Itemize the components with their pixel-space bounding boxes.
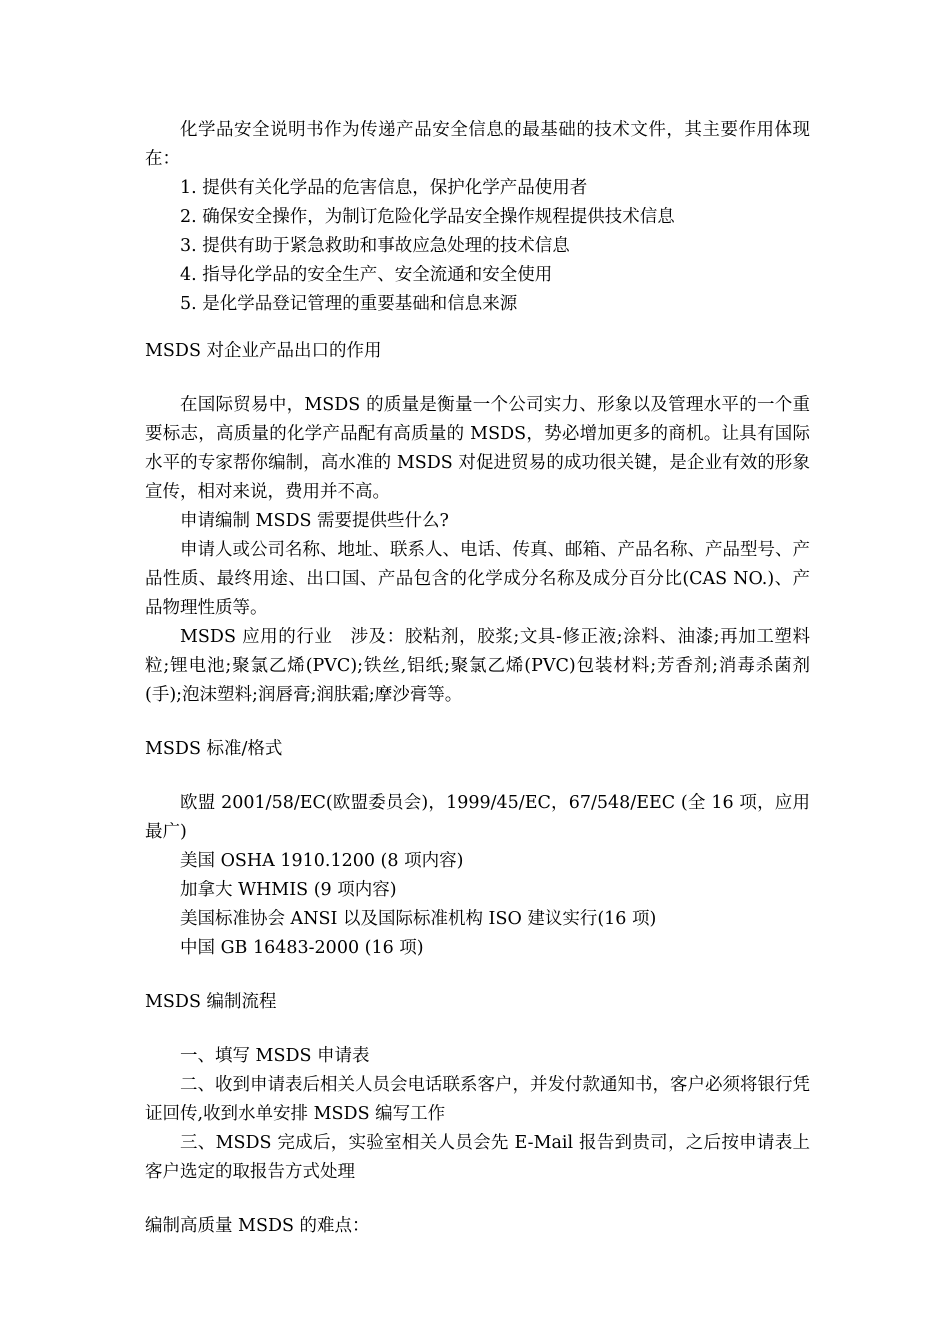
requirements-question: 申请编制 MSDS 需要提供些什么? xyxy=(180,511,449,531)
list-item: 3. 提供有助于紧急救助和事故应急处理的技术信息 xyxy=(180,236,570,256)
section-heading-export: MSDS 对企业产品出口的作用 xyxy=(145,341,382,361)
list-item: 5. 是化学品登记管理的重要基础和信息来源 xyxy=(180,294,518,314)
standard-eu: 欧盟 2001/58/EC(欧盟委员会)，1999/45/EC，67/548/EEC (全 16 项，应用最广) xyxy=(145,793,810,842)
list-item: 1. 提供有关化学品的危害信息，保护化学产品使用者 xyxy=(180,178,588,198)
section-heading-process: MSDS 编制流程 xyxy=(145,992,277,1012)
section-heading-difficulty: 编制高质量 MSDS 的难点： xyxy=(145,1216,370,1236)
standard-item: 美国标准协会 ANSI 以及国际标准机构 ISO 建议实行(16 项) xyxy=(180,909,657,929)
industries-paragraph: MSDS 应用的行业 涉及：胶粘剂，胶浆;文具-修正液;涂料、油漆;再加工塑料粒;锂电池;聚氯乙烯(PVC);铁丝,铝纸;聚氯乙烯(PVC)包装材料;芳香剂;消毒杀菌剂(手);泡沫塑料;润唇膏;润肤霜;摩沙膏等。 xyxy=(145,627,810,705)
list-item: 2. 确保安全操作，为制订危险化学品安全操作规程提供技术信息 xyxy=(180,207,675,227)
requirements-paragraph: 申请人或公司名称、地址、联系人、电话、传真、邮箱、产品名称、产品型号、产品性质、最终用途、出口国、产品包含的化学成分名称及成分百分比(CAS NO.)、产品物理性质等。 xyxy=(145,540,810,618)
process-step: 三、MSDS 完成后，实验室相关人员会先 E-Mail 报告到贵司，之后按申请表上客户选定的取报告方式处理 xyxy=(145,1133,810,1182)
export-paragraph: 在国际贸易中，MSDS 的质量是衡量一个公司实力、形象以及管理水平的一个重要标志，高质量的化学产品配有高质量的 MSDS，势必增加更多的商机。让具有国际水平的专家帮你编制，高水准的 MSDS 对促进贸易的成功很关键，是企业有效的形象宣传，相对来说，费用并不高。 xyxy=(145,395,810,502)
intro-paragraph: 化学品安全说明书作为传递产品安全信息的最基础的技术文件，其主要作用体现在： xyxy=(145,120,810,169)
process-step: 一、填写 MSDS 申请表 xyxy=(180,1046,370,1066)
list-item: 4. 指导化学品的安全生产、安全流通和安全使用 xyxy=(180,265,553,285)
function-list xyxy=(145,174,810,319)
standard-item: 加拿大 WHMIS (9 项内容) xyxy=(180,880,397,900)
standard-item: 中国 GB 16483-2000 (16 项) xyxy=(180,938,424,958)
standard-item: 美国 OSHA 1910.1200 (8 项内容) xyxy=(180,851,464,871)
section-heading-standards: MSDS 标准/格式 xyxy=(145,739,283,759)
process-step: 二、收到申请表后相关人员会电话联系客户，并发付款通知书，客户必须将银行凭证回传,收到水单安排 MSDS 编写工作 xyxy=(145,1075,810,1124)
